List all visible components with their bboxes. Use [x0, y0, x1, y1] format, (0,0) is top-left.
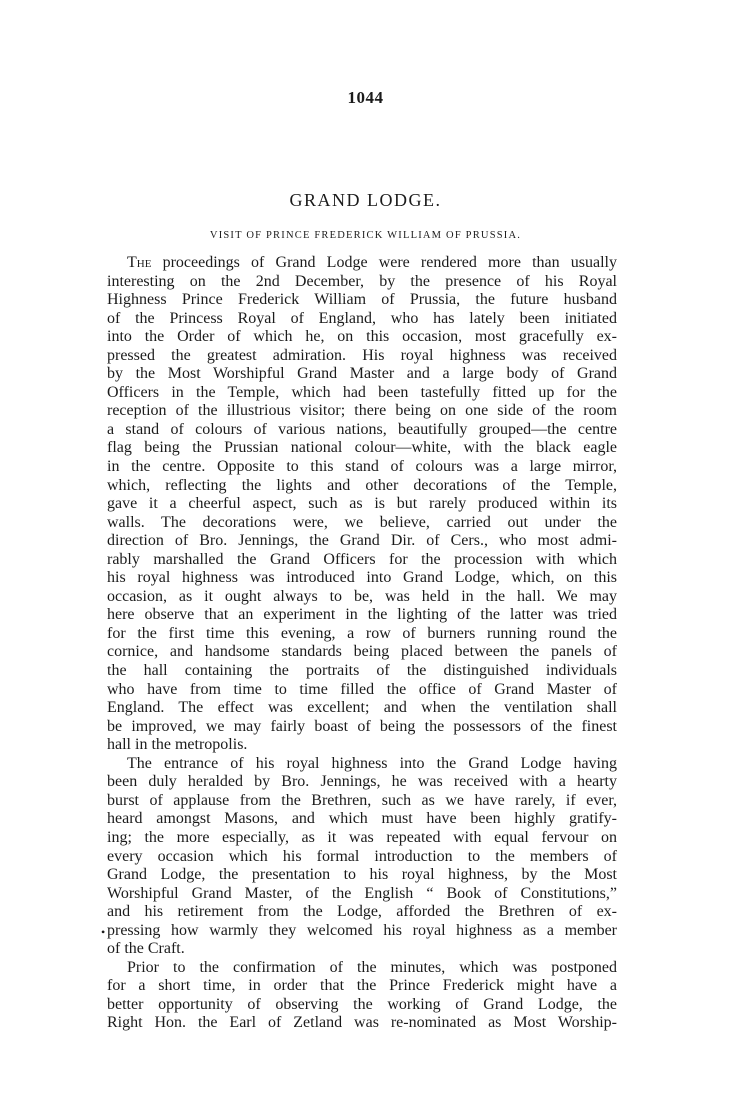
text-line: ing; the more especially, as it was repeated with equal fervour on — [107, 828, 617, 846]
text-line: England. The effect was excellent; and when the ventilation shall — [107, 699, 617, 717]
text-line: every occasion which his formal introduction to the members of — [107, 847, 617, 865]
paragraph-3 — [107, 959, 617, 1033]
text-line: direction of Bro. Jennings, the Grand Dir. of Cers., who most admi- — [107, 532, 617, 550]
paragraph-2 — [107, 755, 617, 959]
opening-word: The — [127, 254, 152, 271]
text-line: heard amongst Masons, and which must have been highly gratify- — [107, 810, 617, 828]
text-line: for the first time this evening, a row of burners running round the — [107, 624, 617, 642]
text-line: in the centre. Opposite to this stand of colours was a large mirror, — [107, 458, 617, 476]
text-line: cornice, and handsome standards being placed between the panels of — [107, 643, 617, 661]
text-line: walls. The decorations were, we believe, carried out under the — [107, 513, 617, 531]
text-line: be improved, we may fairly boast of being the possessors of the finest — [107, 717, 617, 735]
text-line: Prior to the confirmation of the minutes, which was postponed — [127, 958, 617, 976]
text-line: pressed the greatest admiration. His royal highness was received — [107, 346, 617, 364]
margin-mark: • — [101, 925, 106, 939]
page-subtitle: VISIT OF PRINCE FREDERICK WILLIAM OF PRUSSIA. — [209, 230, 522, 241]
text-line: The entrance of his royal highness into the Grand Lodge having — [127, 754, 617, 772]
text-line: into the Order of which he, on this occasion, most gracefully ex- — [107, 328, 617, 346]
text-line: been duly heralded by Bro. Jennings, he was received with a hearty — [107, 773, 617, 791]
text-line: who have from time to time filled the office of Grand Master of — [107, 680, 617, 698]
text-line: rably marshalled the Grand Officers for the procession with which — [107, 550, 617, 568]
page-title: GRAND LODGE. — [289, 190, 442, 210]
text-line: Highness Prince Frederick William of Prussia, the future husband — [107, 291, 617, 309]
text-line: gave it a cheerful aspect, such as is but rarely produced within its — [107, 495, 617, 513]
text-line: of the Craft. — [107, 940, 185, 958]
text-line: of the Princess Royal of England, who has lately been initiated — [107, 309, 617, 327]
text-line: the hall containing the portraits of the distinguished individuals — [107, 662, 617, 680]
text-line: Officers in the Temple, which had been tastefully fitted up for the — [107, 383, 617, 401]
text-line: Right Hon. the Earl of Zetland was re-nominated as Most Worship- — [107, 1014, 617, 1032]
text-line: burst of applause from the Brethren, such as we have rarely, if ever, — [107, 791, 617, 809]
text-line: his royal highness was introduced into Grand Lodge, which, on this — [107, 569, 617, 587]
page-number: 1044 — [347, 88, 384, 107]
text-line: a stand of colours of various nations, beautifully grouped—the centre — [107, 420, 617, 438]
text-line: reception of the illustrious visitor; there being on one side of the room — [107, 402, 617, 420]
text-line: occasion, as it ought always to be, was held in the hall. We may — [107, 587, 617, 605]
text-line: here observe that an experiment in the lighting of the latter was tried — [107, 606, 617, 624]
text-line: by the Most Worshipful Grand Master and a large body of Grand — [107, 365, 617, 383]
text-line: and his retirement from the Lodge, afforded the Brethren of ex- — [107, 903, 617, 921]
text-line: for a short time, in order that the Prince Frederick might have a — [107, 977, 617, 995]
text-line: The proceedings of Grand Lodge were rendered more than usually — [127, 254, 617, 271]
body-text — [107, 254, 617, 1033]
text-line: hall in the metropolis. — [107, 736, 248, 754]
paragraph-1 — [107, 254, 617, 755]
text-line: interesting on the 2nd December, by the presence of his Royal — [107, 272, 617, 290]
text-line: Worshipful Grand Master, of the English “ Book of Constitutions,” — [107, 884, 617, 902]
text-line: flag being the Prussian national colour—white, with the black eagle — [107, 439, 617, 457]
text-line: which, reflecting the lights and other decorations of the Temple, — [107, 476, 617, 494]
text-line: pressing how warmly they welcomed his royal highness as a member — [107, 921, 617, 939]
text-line: Grand Lodge, the presentation to his royal highness, by the Most — [107, 866, 617, 884]
text-line: better opportunity of observing the working of Grand Lodge, the — [107, 995, 617, 1013]
